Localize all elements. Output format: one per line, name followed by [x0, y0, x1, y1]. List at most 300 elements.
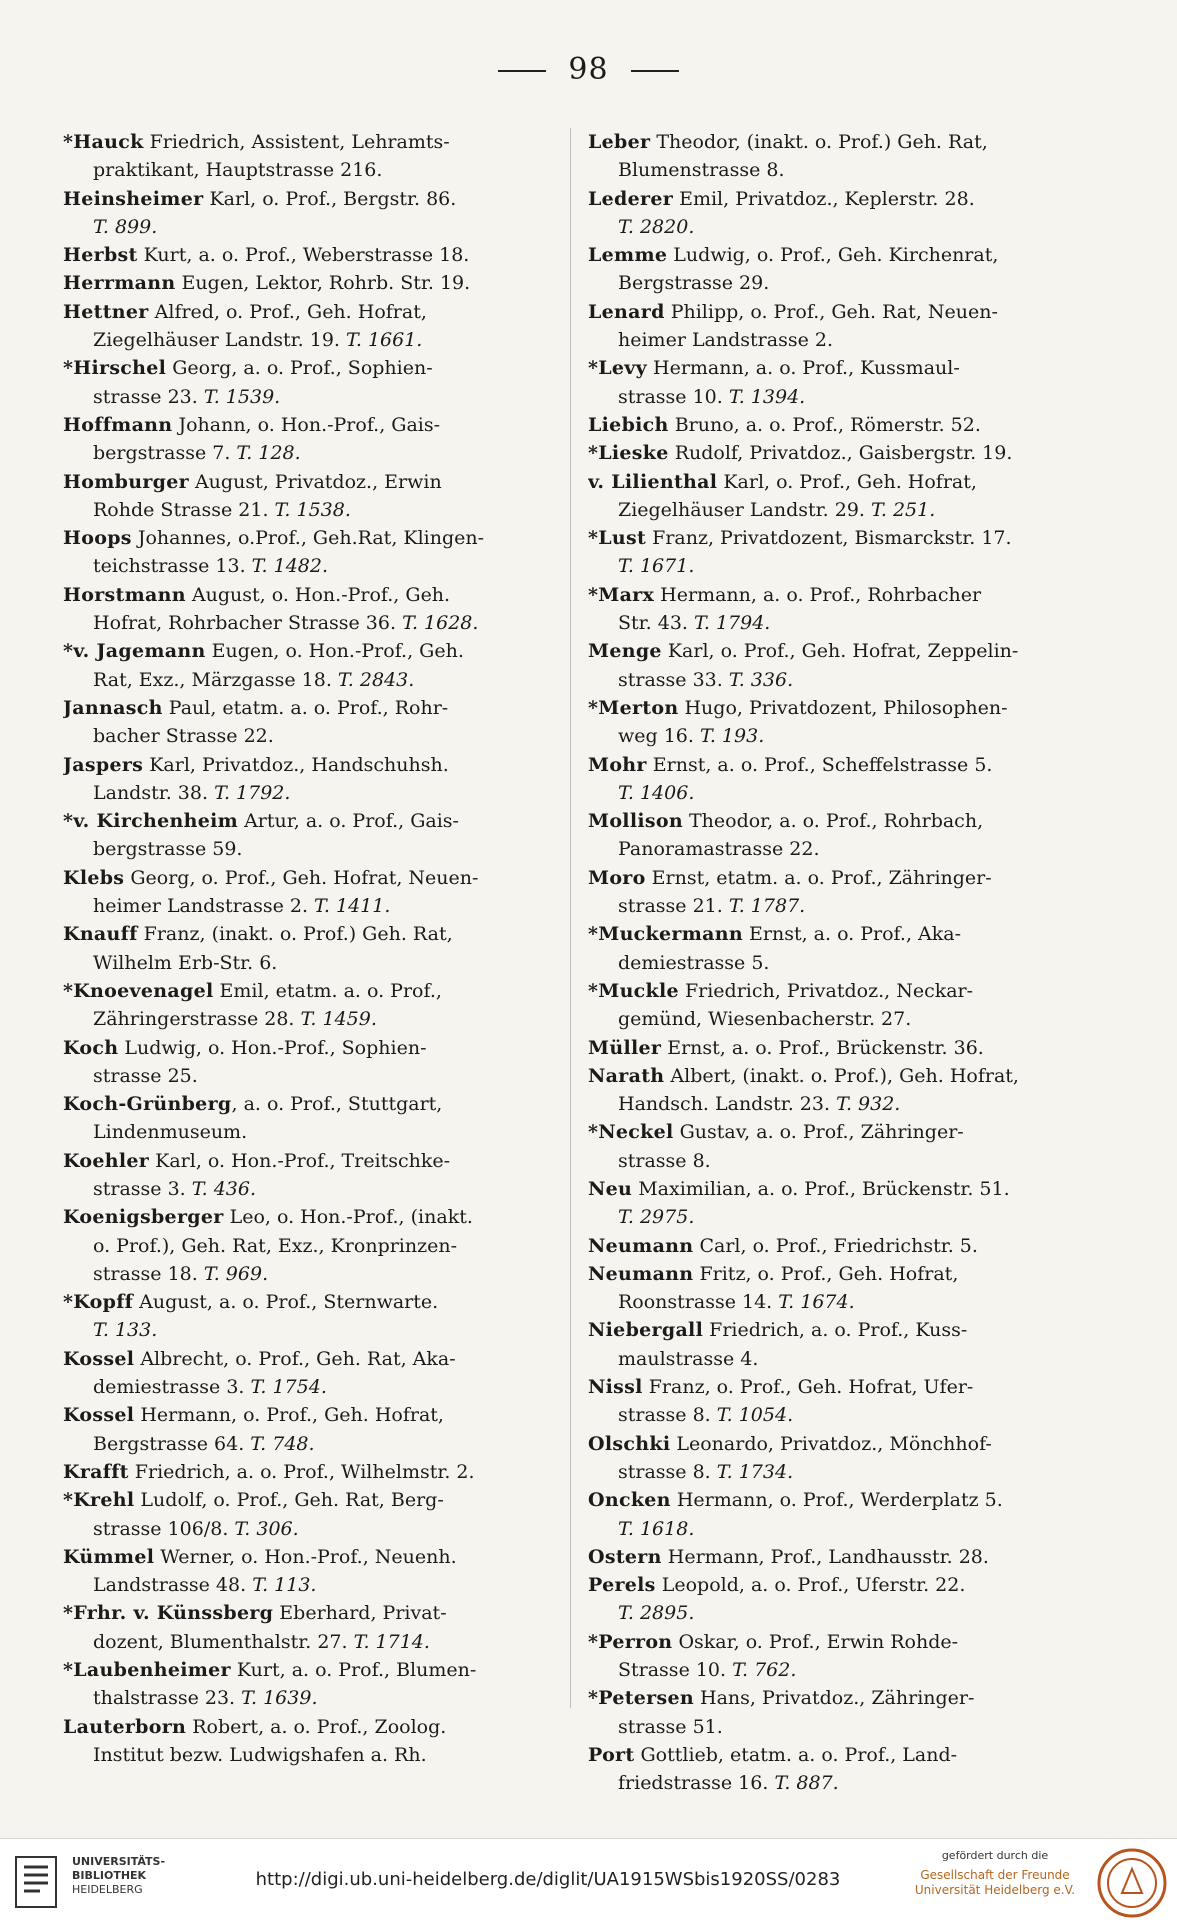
entry-text: Eugen, o. Hon.-Prof., Geh.	[205, 640, 464, 663]
directory-entry	[63, 354, 551, 411]
entry-text: Hermann, a. o. Prof., Rohrbacher	[654, 583, 982, 606]
entry-text: Robert, a. o. Prof., Zoolog.	[186, 1715, 447, 1738]
person-name: *Muckle	[588, 979, 679, 1002]
entry-first-line	[588, 751, 1068, 779]
entry-continuation-line	[63, 1430, 551, 1458]
directory-entry	[63, 1288, 551, 1345]
entry-continuation-line	[63, 213, 551, 241]
entry-continuation-line	[588, 326, 1068, 354]
telephone-number: T. 887.	[774, 1772, 839, 1795]
header-dash-right	[631, 70, 679, 72]
directory-entry	[63, 977, 551, 1034]
person-name: Jannasch	[63, 696, 163, 719]
entry-text: friedstrasse 16.	[618, 1772, 775, 1795]
directory-entry	[63, 1401, 551, 1458]
person-name: *Knoevenagel	[63, 979, 214, 1002]
entry-first-line	[63, 637, 551, 665]
library-line-3: HEIDELBERG	[72, 1883, 143, 1896]
entry-continuation-line	[588, 1203, 1068, 1231]
telephone-number: T. 899.	[93, 215, 158, 238]
telephone-number: T. 1628.	[402, 612, 479, 635]
entry-text: Handsch. Landstr. 23.	[618, 1093, 837, 1116]
directory-entry	[588, 411, 1068, 439]
entry-text: bergstrasse 59.	[93, 838, 243, 861]
person-name: *Levy	[588, 357, 647, 380]
entry-text: Johannes, o.Prof., Geh.Rat, Klingen-	[131, 527, 485, 550]
entry-first-line	[588, 1118, 1068, 1146]
entry-first-line	[588, 1175, 1068, 1203]
header-dash-left	[498, 70, 546, 72]
directory-entry	[63, 468, 551, 525]
entry-text: strasse 3.	[93, 1177, 192, 1200]
entry-first-line	[588, 524, 1068, 552]
entry-text: Philipp, o. Prof., Geh. Rat, Neuen-	[664, 300, 998, 323]
entry-continuation-line	[63, 496, 551, 524]
person-name: Liebich	[588, 413, 669, 436]
entry-first-line	[63, 694, 551, 722]
entry-text: Kurt, a. o. Prof., Blumen-	[230, 1659, 477, 1682]
entry-text: Georg, o. Prof., Geh. Hofrat, Neuen-	[124, 866, 479, 889]
entry-text: Friedrich, a. o. Prof., Kuss-	[703, 1319, 968, 1342]
person-name: *Lieske	[588, 442, 669, 465]
entry-continuation-line	[63, 892, 551, 920]
directory-entry	[63, 694, 551, 751]
telephone-number: T. 1618.	[618, 1517, 695, 1540]
telephone-number: T. 1394.	[728, 385, 806, 408]
telephone-number: T. 1538.	[274, 498, 351, 521]
directory-entry	[63, 185, 551, 242]
directory-entry	[63, 807, 551, 864]
entry-first-line	[588, 128, 1068, 156]
person-name: Lemme	[588, 244, 668, 267]
entry-text: Emil, Privatdoz., Keplerstr. 28.	[673, 187, 975, 210]
entry-first-line	[63, 1288, 551, 1316]
directory-entry	[588, 1175, 1068, 1232]
entry-first-line	[63, 1147, 551, 1175]
entry-first-line	[63, 1656, 551, 1684]
person-name: *Muckermann	[588, 923, 743, 946]
person-name: Knauff	[63, 923, 138, 946]
person-name: *v. Jagemann	[63, 640, 206, 663]
entry-continuation-line	[588, 1147, 1068, 1175]
entry-first-line	[63, 128, 551, 156]
entry-first-line	[588, 864, 1068, 892]
entry-text: Landstrasse 48.	[93, 1574, 253, 1597]
entry-first-line	[588, 1316, 1068, 1344]
sponsor-label: gefördert durch die	[941, 1849, 1049, 1862]
directory-entry	[588, 128, 1068, 185]
entry-continuation-line	[588, 1401, 1068, 1429]
column-divider	[570, 128, 571, 1708]
person-name: Port	[588, 1743, 635, 1766]
entry-text: Johann, o. Hon.-Prof., Gais-	[172, 413, 441, 436]
telephone-number: T. 1792.	[214, 781, 291, 804]
entry-text: Paul, etatm. a. o. Prof., Rohr-	[162, 696, 449, 719]
telephone-number: T. 1754.	[250, 1376, 327, 1399]
directory-entry	[588, 1430, 1068, 1487]
entry-text: Ernst, a. o. Prof., Aka-	[742, 923, 962, 946]
entry-text: demiestrasse 3.	[93, 1376, 251, 1399]
directory-entry	[588, 468, 1068, 525]
directory-entry	[588, 864, 1068, 921]
entry-text: bacher Strasse 22.	[93, 725, 274, 748]
entry-first-line	[63, 807, 551, 835]
directory-entry	[588, 298, 1068, 355]
directory-entry	[588, 581, 1068, 638]
entry-first-line	[63, 977, 551, 1005]
directory-entry	[588, 1316, 1068, 1373]
right-column	[588, 128, 1068, 1798]
directory-entry	[588, 1034, 1068, 1062]
entry-text: strasse 18.	[93, 1262, 204, 1285]
directory-entry	[63, 128, 551, 185]
telephone-number: T. 133.	[93, 1319, 158, 1342]
directory-entry	[63, 637, 551, 694]
directory-entry	[588, 1741, 1068, 1798]
entry-first-line	[63, 241, 551, 269]
entry-text: weg 16.	[618, 725, 700, 748]
entry-text: Georg, a. o. Prof., Sophien-	[166, 357, 433, 380]
person-name: *Neckel	[588, 1121, 674, 1144]
entry-first-line	[63, 524, 551, 552]
telephone-number: T. 251.	[870, 498, 936, 521]
entry-text: strasse 25.	[93, 1064, 198, 1087]
person-name: Menge	[588, 640, 662, 663]
person-name: *Hirschel	[63, 357, 167, 380]
entry-text: strasse 10.	[618, 385, 729, 408]
entry-text: strasse 8.	[618, 1149, 711, 1172]
directory-entry	[588, 1260, 1068, 1317]
directory-entry	[63, 524, 551, 581]
entry-continuation-line	[588, 496, 1068, 524]
person-name: Koch	[63, 1036, 119, 1059]
entry-first-line	[588, 439, 1068, 467]
entry-text: Landstr. 38.	[93, 781, 215, 804]
entry-text: Eugen, Lektor, Rohrb. Str. 19.	[175, 272, 471, 295]
person-name: Müller	[588, 1036, 662, 1059]
person-name: Homburger	[63, 470, 189, 493]
telephone-number: T. 2843.	[337, 668, 415, 691]
entry-text: Institut bezw. Ludwigshafen a. Rh.	[93, 1743, 427, 1766]
entry-continuation-line	[63, 1175, 551, 1203]
entry-continuation-line	[63, 156, 551, 184]
entry-text: Albert, (inakt. o. Prof.), Geh. Hofrat,	[664, 1064, 1019, 1087]
person-name: Neu	[588, 1177, 633, 1200]
directory-entry	[63, 1090, 551, 1147]
telephone-number: T. 1406.	[618, 781, 695, 804]
person-name: Kossel	[63, 1347, 135, 1370]
person-name: Neumann	[588, 1262, 694, 1285]
person-name: Kümmel	[63, 1545, 155, 1568]
person-name: *Lust	[588, 527, 647, 550]
entry-text: August, o. Hon.-Prof., Geh.	[185, 583, 451, 606]
entry-continuation-line	[588, 779, 1068, 807]
entry-continuation-line	[588, 269, 1068, 297]
entry-text: Bergstrasse 29.	[618, 272, 770, 295]
directory-entry	[588, 439, 1068, 467]
person-name: Mohr	[588, 753, 647, 776]
person-name: Horstmann	[63, 583, 186, 606]
entry-continuation-line	[63, 383, 551, 411]
entry-text: Roonstrasse 14.	[618, 1291, 779, 1314]
directory-entry	[63, 1203, 551, 1288]
directory-entry	[588, 524, 1068, 581]
directory-entry	[63, 1599, 551, 1656]
entry-first-line	[588, 354, 1068, 382]
person-name: *Frhr. v. Künssberg	[63, 1602, 274, 1625]
telephone-number: T. 762.	[732, 1659, 797, 1682]
entry-continuation-line	[63, 1232, 551, 1260]
entry-continuation-line	[63, 1628, 551, 1656]
person-name: Hoffmann	[63, 413, 173, 436]
entry-text: Hugo, Privatdozent, Philosophen-	[678, 696, 1008, 719]
library-line-1: UNIVERSITÄTS-	[72, 1855, 166, 1868]
entry-continuation-line	[588, 1005, 1068, 1033]
entry-text: Wilhelm Erb-Str. 6.	[93, 951, 278, 974]
directory-entry	[63, 751, 551, 808]
directory-entry	[588, 1062, 1068, 1119]
person-name: *v. Kirchenheim	[63, 810, 239, 833]
entry-text: gemünd, Wiesenbacherstr. 27.	[618, 1008, 912, 1031]
entry-first-line	[63, 1203, 551, 1231]
directory-entry	[588, 1543, 1068, 1571]
telephone-number: T. 969.	[203, 1262, 269, 1285]
entry-continuation-line	[63, 1260, 551, 1288]
entry-continuation-line	[63, 949, 551, 977]
telephone-number: T. 2820.	[618, 215, 695, 238]
directory-entry	[63, 1034, 551, 1091]
library-name	[72, 1855, 165, 1897]
person-name: Mollison	[588, 810, 683, 833]
entry-continuation-line	[588, 552, 1068, 580]
person-name: Lenard	[588, 300, 665, 323]
directory-entry	[63, 269, 551, 297]
entry-text: strasse 106/8.	[93, 1517, 235, 1540]
entry-first-line	[63, 1713, 551, 1741]
entry-continuation-line	[588, 1656, 1068, 1684]
entry-first-line	[63, 1034, 551, 1062]
entry-first-line	[588, 1034, 1068, 1062]
person-name: Koehler	[63, 1149, 150, 1172]
person-name: Nissl	[588, 1376, 643, 1399]
directory-entry	[63, 581, 551, 638]
entry-text: heimer Landstrasse 2.	[618, 329, 833, 352]
entry-text: maulstrasse 4.	[618, 1347, 759, 1370]
entry-first-line	[63, 1090, 551, 1118]
directory-entry	[588, 1232, 1068, 1260]
directory-entry	[588, 807, 1068, 864]
sponsor-line-1: Gesellschaft der Freunde	[920, 1868, 1070, 1882]
entry-text: Fritz, o. Prof., Geh. Hofrat,	[693, 1262, 959, 1285]
person-name: Herbst	[63, 244, 138, 267]
entry-text: Str. 43.	[618, 612, 694, 635]
entry-continuation-line	[588, 1288, 1068, 1316]
directory-entry	[588, 354, 1068, 411]
entry-first-line	[588, 1232, 1068, 1260]
person-name: Jaspers	[63, 753, 144, 776]
entry-first-line	[588, 1260, 1068, 1288]
directory-entry	[588, 241, 1068, 298]
telephone-number: T. 1714.	[353, 1630, 430, 1653]
telephone-number: T. 2895.	[618, 1602, 695, 1625]
entry-text: Gustav, a. o. Prof., Zähringer-	[673, 1121, 964, 1144]
entry-continuation-line	[588, 1090, 1068, 1118]
entry-first-line	[588, 1373, 1068, 1401]
entry-text: Strasse 10.	[618, 1659, 733, 1682]
entry-first-line	[588, 1684, 1068, 1712]
telephone-number: T. 1482.	[251, 555, 329, 578]
entry-text: Friedrich, a. o. Prof., Wilhelmstr. 2.	[128, 1460, 475, 1483]
entry-text: Rohde Strasse 21.	[93, 498, 275, 521]
telephone-number: T. 1661.	[345, 329, 423, 352]
footer-bar	[0, 1838, 1177, 1925]
directory-entry	[63, 411, 551, 468]
entry-first-line	[63, 920, 551, 948]
entry-text: Franz, Privatdozent, Bismarckstr. 17.	[646, 527, 1012, 550]
person-name: *Kopff	[63, 1291, 134, 1314]
entry-text: Rudolf, Privatdoz., Gaisbergstr. 19.	[668, 442, 1013, 465]
person-name: *Petersen	[588, 1687, 694, 1710]
entry-text: Gottlieb, etatm. a. o. Prof., Land-	[634, 1743, 958, 1766]
entry-continuation-line	[588, 1599, 1068, 1627]
entry-continuation-line	[588, 722, 1068, 750]
telephone-number: T. 2975.	[618, 1206, 695, 1229]
telephone-number: T. 306.	[234, 1517, 299, 1540]
entry-first-line	[63, 1458, 551, 1486]
entry-text: Ludolf, o. Prof., Geh. Rat, Berg-	[134, 1489, 444, 1512]
entry-continuation-line	[588, 835, 1068, 863]
entry-first-line	[588, 185, 1068, 213]
entry-text: Oskar, o. Prof., Erwin Rohde-	[672, 1630, 959, 1653]
entry-first-line	[588, 637, 1068, 665]
entry-text: Bergstrasse 64.	[93, 1432, 251, 1455]
entry-first-line	[63, 581, 551, 609]
person-name: Moro	[588, 866, 646, 889]
telephone-number: T. 436.	[191, 1177, 257, 1200]
entry-text: heimer Landstrasse 2.	[93, 895, 315, 918]
entry-text: Werner, o. Hon.-Prof., Neuenh.	[154, 1545, 457, 1568]
entry-text: strasse 8.	[618, 1460, 717, 1483]
entry-text: Karl, o. Prof., Bergstr. 86.	[203, 187, 457, 210]
entry-text: Leonardo, Privatdoz., Mönchhof-	[670, 1432, 992, 1455]
directory-entry	[63, 920, 551, 977]
entry-text: Ernst, etatm. a. o. Prof., Zähringer-	[645, 866, 992, 889]
entry-first-line	[63, 411, 551, 439]
entry-text: dozent, Blumenthalstr. 27.	[93, 1630, 354, 1653]
entry-text: Carl, o. Prof., Friedrichstr. 5.	[693, 1234, 978, 1257]
entry-continuation-line	[63, 835, 551, 863]
telephone-number: T. 932.	[836, 1093, 901, 1116]
entry-continuation-line	[63, 326, 551, 354]
entry-text: Karl, o. Hon.-Prof., Treitschke-	[149, 1149, 451, 1172]
library-logo-icon	[14, 1853, 62, 1911]
entry-continuation-line	[63, 1316, 551, 1344]
directory-entry	[63, 1486, 551, 1543]
person-name: Neumann	[588, 1234, 694, 1257]
entry-text: bergstrasse 7.	[93, 442, 237, 465]
directory-entry	[588, 637, 1068, 694]
directory-entry	[588, 977, 1068, 1034]
entry-first-line	[63, 1401, 551, 1429]
entry-text: Karl, Privatdoz., Handschuhsh.	[143, 753, 449, 776]
telephone-number: T. 1639.	[241, 1687, 318, 1710]
entry-text: Ludwig, o. Prof., Geh. Kirchenrat,	[667, 244, 999, 267]
person-name: *Marx	[588, 583, 655, 606]
directory-entry	[588, 751, 1068, 808]
telephone-number: T. 1794.	[693, 612, 771, 635]
entry-text: teichstrasse 13.	[93, 555, 252, 578]
entry-text: demiestrasse 5.	[618, 951, 770, 974]
person-name: Krafft	[63, 1460, 129, 1483]
directory-entry	[63, 241, 551, 269]
entry-continuation-line	[588, 892, 1068, 920]
entry-continuation-line	[63, 1684, 551, 1712]
entry-text: strasse 33.	[618, 668, 729, 691]
entry-text: Ludwig, o. Hon.-Prof., Sophien-	[118, 1036, 427, 1059]
directory-entry	[588, 1684, 1068, 1741]
entry-first-line	[63, 1345, 551, 1373]
entry-first-line	[63, 185, 551, 213]
entry-continuation-line	[63, 1005, 551, 1033]
person-name: Hoops	[63, 527, 132, 550]
entry-continuation-line	[588, 156, 1068, 184]
entry-text: Karl, o. Prof., Geh. Hofrat,	[717, 470, 977, 493]
directory-entry	[588, 1628, 1068, 1685]
entry-continuation-line	[588, 666, 1068, 694]
entry-first-line	[588, 1062, 1068, 1090]
telephone-number: T. 128.	[236, 442, 301, 465]
entry-first-line	[588, 1543, 1068, 1571]
entry-continuation-line	[63, 1515, 551, 1543]
directory-entry	[588, 185, 1068, 242]
person-name: Heinsheimer	[63, 187, 204, 210]
person-name: Koenigsberger	[63, 1206, 224, 1229]
entry-text: Rat, Exz., Märzgasse 18.	[93, 668, 338, 691]
entry-text: Ziegelhäuser Landstr. 29.	[618, 498, 871, 521]
telephone-number: T. 1787.	[728, 895, 806, 918]
page-number-header	[0, 52, 1177, 87]
entry-text: Franz, (inakt. o. Prof.) Geh. Rat,	[137, 923, 453, 946]
entry-continuation-line	[63, 1571, 551, 1599]
entry-text: Panoramastrasse 22.	[618, 838, 820, 861]
sponsor-line-2: Universität Heidelberg e.V.	[914, 1883, 1076, 1897]
entry-continuation-line	[63, 552, 551, 580]
entry-text: Albrecht, o. Prof., Geh. Rat, Aka-	[134, 1347, 456, 1370]
entry-continuation-line	[588, 1458, 1068, 1486]
entry-text: Blumenstrasse 8.	[618, 159, 785, 182]
entry-text: strasse 8.	[618, 1404, 717, 1427]
person-name: Lederer	[588, 187, 674, 210]
entry-text: Artur, a. o. Prof., Gais-	[238, 810, 459, 833]
source-url-link[interactable]: http://digi.ub.uni-heidelberg.de/diglit/UA1915WSbis1920SS/0283	[255, 1869, 841, 1890]
directory-entry	[588, 694, 1068, 751]
entry-text: Emil, etatm. a. o. Prof.,	[213, 979, 442, 1002]
telephone-number: T. 1734.	[716, 1460, 794, 1483]
telephone-number: T. 1674.	[778, 1291, 855, 1314]
entry-first-line	[588, 920, 1068, 948]
telephone-number: T. 1459.	[300, 1008, 377, 1031]
entry-text: Hans, Privatdoz., Zähringer-	[693, 1687, 975, 1710]
entry-text: Friedrich, Privatdoz., Neckar-	[678, 979, 974, 1002]
person-name: Oncken	[588, 1489, 671, 1512]
telephone-number: T. 1671.	[618, 555, 695, 578]
telephone-number: T. 748.	[250, 1432, 315, 1455]
entry-first-line	[63, 298, 551, 326]
entry-continuation-line	[588, 1515, 1068, 1543]
entry-text: Bruno, a. o. Prof., Römerstr. 52.	[668, 413, 981, 436]
entry-text: Theodor, a. o. Prof., Rohrbach,	[682, 810, 984, 833]
telephone-number: T. 336.	[728, 668, 794, 691]
